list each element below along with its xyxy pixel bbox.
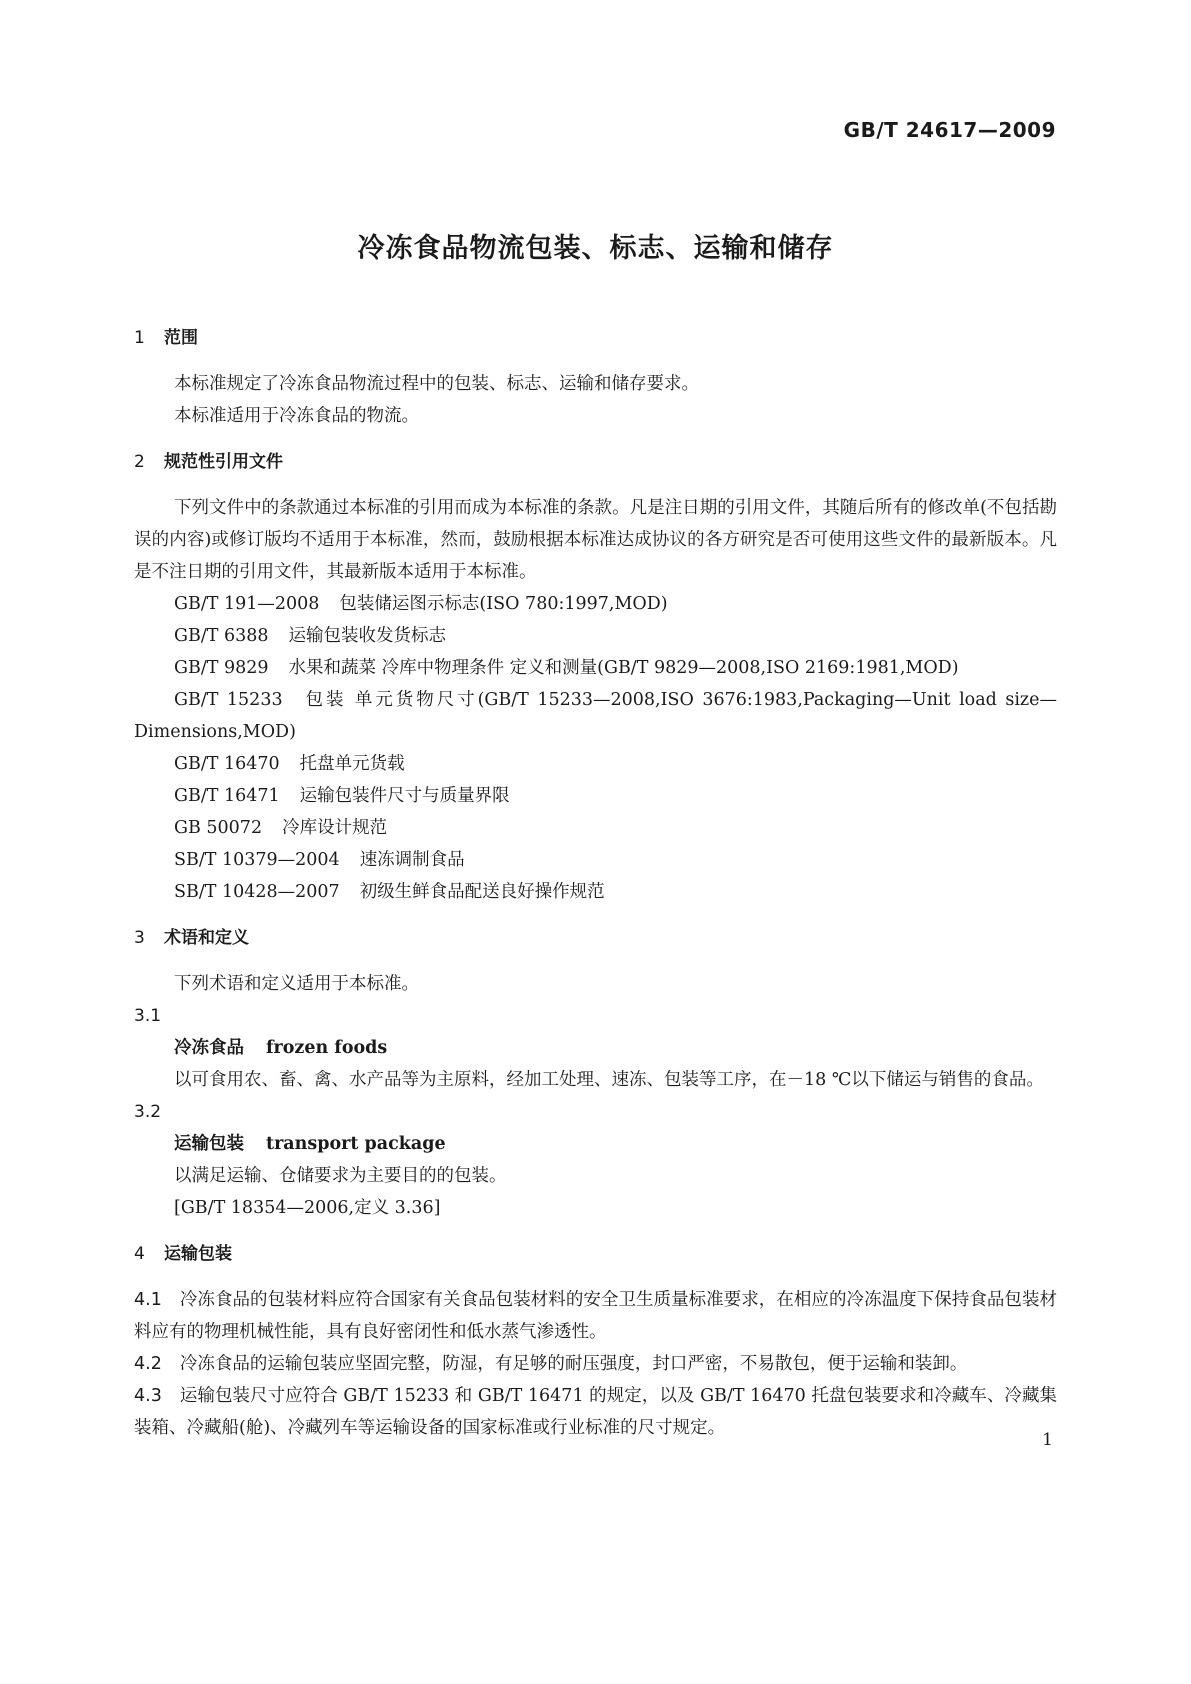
term-zh: 运输包装 xyxy=(174,1134,244,1154)
document-body xyxy=(134,322,1057,1444)
reference-title: 初级生鲜食品配送良好操作规范 xyxy=(359,882,605,902)
reference-item xyxy=(134,780,1057,812)
reference-title: 水果和蔬菜 冷库中物理条件 定义和测量(GB/T 9829—2008,ISO 2169:1981,MOD) xyxy=(288,658,959,678)
clause-text: 运输包装尺寸应符合 GB/T 15233 和 GB/T 16471 的规定，以及 GB/T 16470 托盘包装要求和冷藏车、冷藏集装箱、冷藏船(舱)、冷藏列车等运输设备的国家标准或行业标准的尺寸规定。 xyxy=(134,1386,1057,1438)
clause-number: 3.1 xyxy=(134,1006,162,1026)
reference-title: 运输包装件尺寸与质量界限 xyxy=(299,786,510,806)
reference-code: GB/T 6388 xyxy=(174,626,269,646)
standard-code: GB/T 24617—2009 xyxy=(843,118,1056,142)
section-title: 运输包装 xyxy=(164,1244,232,1264)
reference-title: 速冻调制食品 xyxy=(359,850,465,870)
clause-item xyxy=(134,1348,1057,1380)
clause-item xyxy=(134,1380,1057,1444)
reference-item xyxy=(134,876,1057,908)
reference-title: 包装 单元货物尺寸(GB/T 15233—2008,ISO 3676:1983,Packaging—Unit load size—Dimensions,MOD) xyxy=(134,690,1057,742)
term-entry xyxy=(134,1128,1057,1160)
reference-code: GB/T 15233 xyxy=(174,690,283,710)
paragraph: 下列术语和定义适用于本标准。 xyxy=(174,974,419,994)
clause-number: 3.2 xyxy=(134,1102,162,1122)
section-number: 1 xyxy=(134,328,145,348)
document-title: 冷冻食品物流包装、标志、运输和储存 xyxy=(357,233,834,264)
reference-item xyxy=(134,844,1057,876)
reference-title: 包装储运图示标志(ISO 780:1997,MOD) xyxy=(339,594,668,614)
section-title: 规范性引用文件 xyxy=(164,452,283,472)
paragraph: 下列文件中的条款通过本标准的引用而成为本标准的条款。凡是注日期的引用文件，其随后所有的修改单(不包括勘误的内容)或修订版均不适用于本标准，然而，鼓励根据本标准达成协议的各方研究是否可使用这些文件的最新版本。凡是不注日期的引用文件，其最新版本适用于本标准。 xyxy=(134,498,1057,582)
reference-code: GB/T 9829 xyxy=(174,658,269,678)
clause-item xyxy=(134,1284,1057,1348)
reference-item xyxy=(134,588,1057,620)
clause-number: 4.3 xyxy=(134,1386,162,1406)
clause-text: 冷冻食品的运输包装应坚固完整，防湿，有足够的耐压强度，封口严密，不易散包，便于运输和装卸。 xyxy=(179,1354,968,1374)
term-en: transport package xyxy=(266,1134,446,1154)
reference-title: 运输包装收发货标志 xyxy=(288,626,447,646)
reference-item xyxy=(134,684,1057,748)
reference-code: GB/T 16471 xyxy=(174,786,280,806)
section-number: 2 xyxy=(134,452,145,472)
reference-title: 托盘单元货载 xyxy=(299,754,405,774)
section-number: 4 xyxy=(134,1244,145,1264)
paragraph: 本标准规定了冷冻食品物流过程中的包装、标志、运输和储存要求。 xyxy=(174,374,699,394)
reference-code: SB/T 10428—2007 xyxy=(174,882,340,902)
reference-code: GB/T 16470 xyxy=(174,754,280,774)
term-zh: 冷冻食品 xyxy=(174,1038,244,1058)
section-number: 3 xyxy=(134,928,145,948)
reference-code: GB/T 191—2008 xyxy=(174,594,320,614)
clause-number: 4.1 xyxy=(134,1290,162,1310)
section-title: 术语和定义 xyxy=(164,928,249,948)
reference-item xyxy=(134,748,1057,780)
reference-item xyxy=(134,620,1057,652)
page-number: 1 xyxy=(1042,1430,1053,1450)
term-entry xyxy=(134,1032,1057,1064)
clause-text: 冷冻食品的包装材料应符合国家有关食品包装材料的安全卫生质量标准要求，在相应的冷冻温度下保持食品包装材料应有的物理机械性能，具有良好密闭性和低水蒸气渗透性。 xyxy=(134,1290,1057,1342)
reference-item xyxy=(134,652,1057,684)
term-en: frozen foods xyxy=(266,1038,388,1058)
term-source: [GB/T 18354—2006,定义 3.36] xyxy=(174,1198,441,1218)
clause-number: 4.2 xyxy=(134,1354,162,1374)
section-1-heading xyxy=(134,322,1057,354)
section-3-heading xyxy=(134,922,1057,954)
term-definition: 以可食用农、畜、禽、水产品等为主原料，经加工处理、速冻、包装等工序，在－18 ℃以下储运与销售的食品。 xyxy=(174,1070,1044,1090)
term-definition: 以满足运输、仓储要求为主要目的的包装。 xyxy=(174,1166,507,1186)
reference-title: 冷库设计规范 xyxy=(282,818,388,838)
paragraph: 本标准适用于冷冻食品的物流。 xyxy=(174,406,419,426)
section-title: 范围 xyxy=(164,328,198,348)
section-2-heading xyxy=(134,446,1057,478)
section-4-heading xyxy=(134,1238,1057,1270)
reference-code: SB/T 10379—2004 xyxy=(174,850,340,870)
reference-code: GB 50072 xyxy=(174,818,263,838)
reference-item xyxy=(134,812,1057,844)
